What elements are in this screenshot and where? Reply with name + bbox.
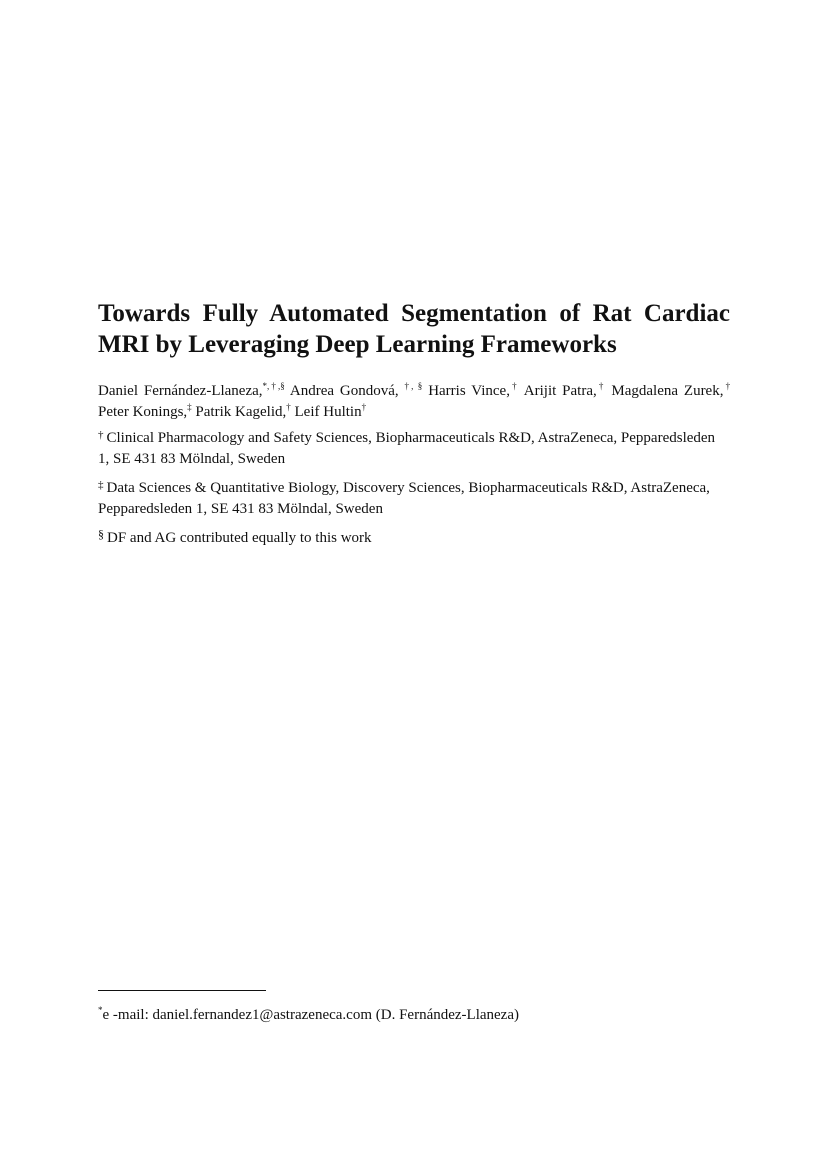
author-name: Harris Vince, xyxy=(428,383,510,399)
author-affiliation-marks: †, § xyxy=(404,381,423,391)
author-affiliation-marks: † xyxy=(596,381,606,391)
affiliation-text: Data Sciences & Quantitative Biology, Discovery Sciences, Biopharmaceuticals R&D, AstraZeneca, Pepparedsleden 1, SE 431 83 Mölndal, Sweden xyxy=(98,480,710,517)
affiliation xyxy=(98,428,730,470)
affiliation-mark: † xyxy=(98,429,104,441)
contribution-note xyxy=(98,528,730,549)
author xyxy=(428,383,519,399)
author xyxy=(524,383,606,399)
title-line-1: Towards Fully Automated Segmentation of Rat Cardiac xyxy=(98,300,730,327)
affiliation-mark: § xyxy=(98,527,104,541)
affiliation xyxy=(98,478,730,520)
affiliation-text: DF and AG contributed equally to this work xyxy=(107,530,372,546)
title-line-2: MRI by Leveraging Deep Learning Frameworks xyxy=(98,331,617,358)
author-affiliation-marks: † xyxy=(361,402,367,412)
corresponding-author-footnote xyxy=(98,1005,730,1026)
author-name: Andrea Gondová, xyxy=(289,383,399,399)
author-name: Arijit Patra, xyxy=(523,383,597,399)
author xyxy=(195,404,290,420)
author xyxy=(98,404,192,420)
author-list xyxy=(98,381,730,423)
affiliation-text: Clinical Pharmacology and Safety Sciences, Biopharmaceuticals R&D, AstraZeneca, Pepparedsleden 1, SE 431 83 Mölndal, Sweden xyxy=(98,430,716,467)
author xyxy=(611,383,730,399)
author xyxy=(98,383,285,399)
author-name: Patrik Kagelid, xyxy=(195,404,287,420)
author-affiliation-marks: † xyxy=(723,381,731,391)
author-name: Daniel Fernández-Llaneza, xyxy=(98,383,263,399)
affiliation-mark: ‡ xyxy=(98,479,104,491)
paper-title xyxy=(98,298,730,360)
author-name: Magdalena Zurek, xyxy=(611,383,724,399)
author-affiliation-marks: † xyxy=(509,381,519,391)
author xyxy=(290,383,422,399)
author-affiliation-marks: † xyxy=(286,402,291,412)
author-name: Leif Hultin xyxy=(294,404,362,420)
author-line-2 xyxy=(98,402,730,423)
author xyxy=(295,404,367,420)
footnote-divider xyxy=(98,990,266,991)
footnote-text: e -mail: daniel.fernandez1@astrazeneca.com (D. Fernández-Llaneza) xyxy=(102,1007,519,1023)
author-line-1 xyxy=(98,381,730,402)
footnote-mark: * xyxy=(98,1005,103,1015)
author-affiliation-marks: *,†,§ xyxy=(262,381,285,391)
author-name: Peter Konings, xyxy=(98,404,188,420)
author-affiliation-marks: ‡ xyxy=(187,402,192,412)
